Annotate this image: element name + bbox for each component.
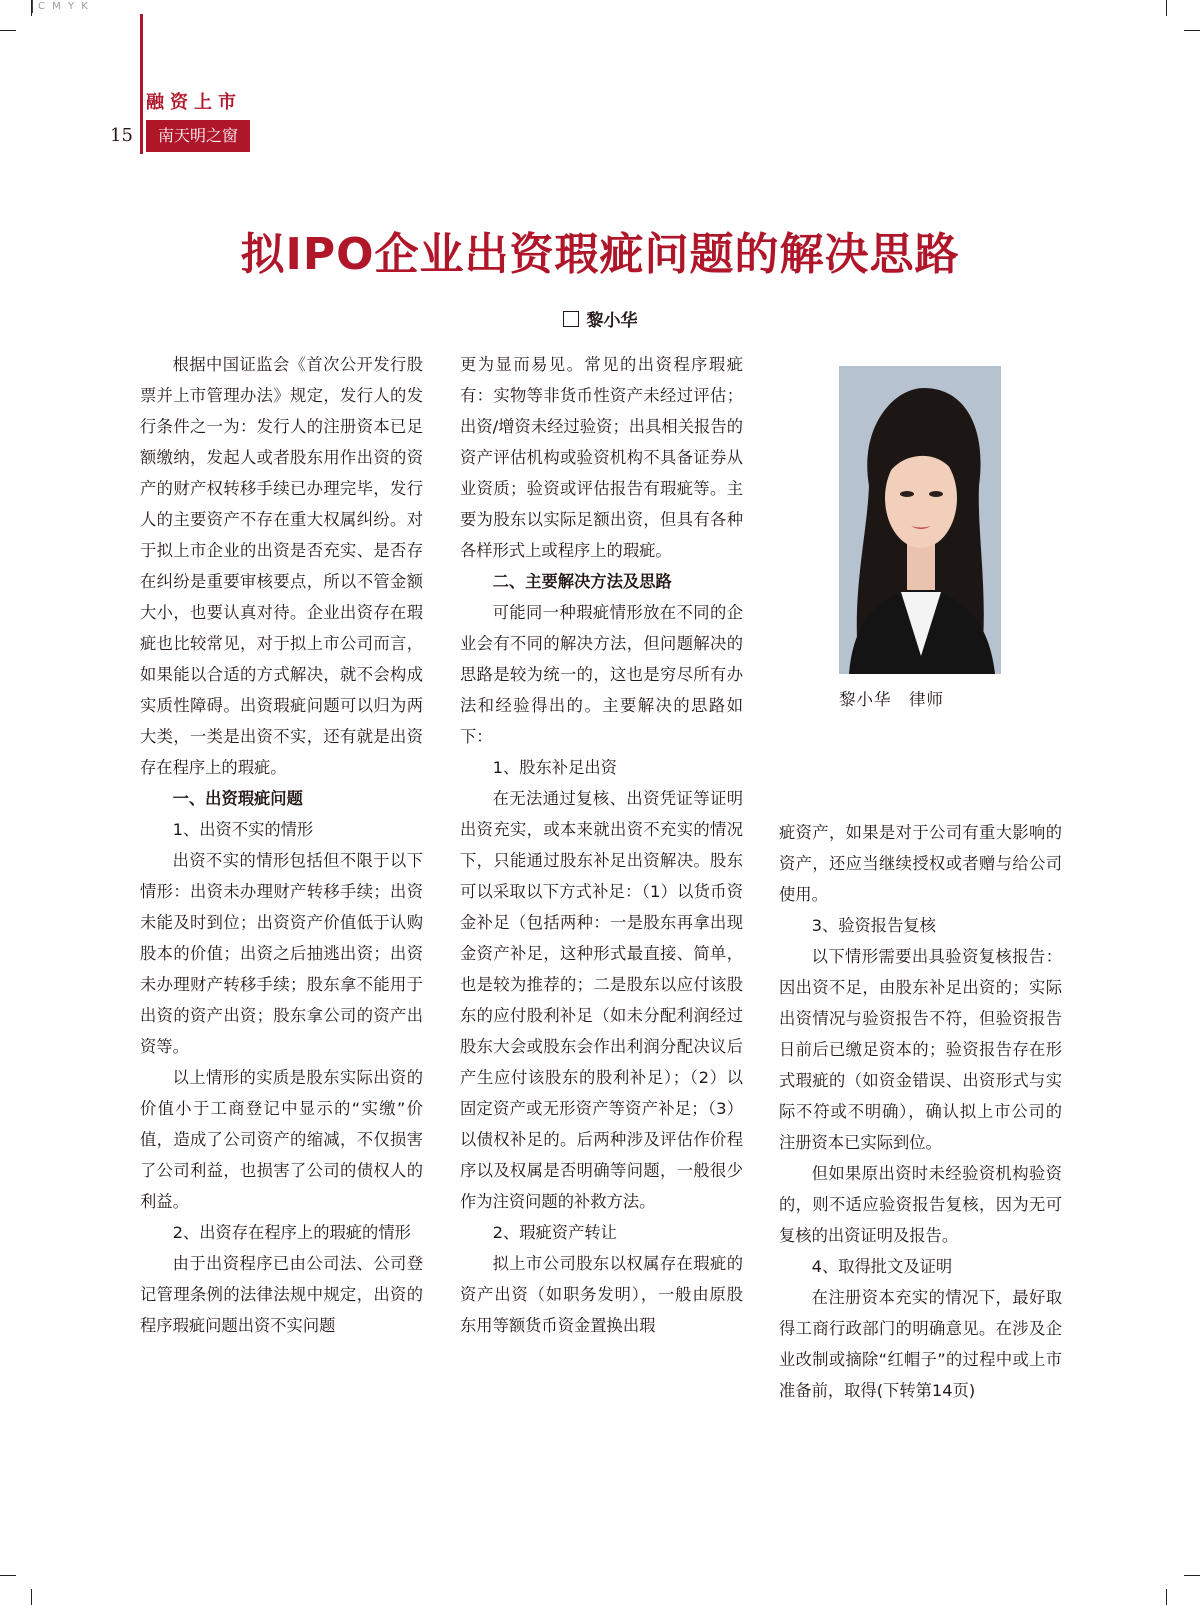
paragraph: 根据中国证监会《首次公开发行股票并上市管理办法》规定，发行人的发行条件之一为：发行人的注册资本已足额缴纳，发起人或者股东用作出资的资产的财产权转移手续已办理完毕，发行人的主要资产不存在重大权属纠纷。对于拟上市企业的出资是否充实、是否存在纠纷是重要审核要点，所以不管金额大小，也要认真对待。企业出资存在瑕疵也比较常见，对于拟上市公司而言，如果能以合适的方式解决，就不会构成实质性障碍。出资瑕疵问题可以归为两大类，一类是出资不实，还有就是出资存在程序上的瑕疵。	[140, 355, 423, 777]
author-photo	[839, 366, 1001, 674]
paragraph: 疵资产，如果是对于公司有重大影响的资产，还应当继续授权或者赠与给公司使用。	[779, 823, 1062, 904]
paragraph: 更为显而易见。常见的出资程序瑕疵有：实物等非货币性资产未经过评估；出资/增资未经过验资；出具相关报告的资产评估机构或验资机构不具备证券从业资质；验资或评估报告有瑕疵等。主要为股东以实际足额出资，但具有各种各样形式上或程序上的瑕疵。	[460, 355, 743, 560]
subheading: 2、瑕疵资产转让	[492, 1223, 617, 1242]
crop-mark	[31, 1589, 32, 1605]
crop-mark	[1184, 30, 1200, 31]
subheading: 1、出资不实的情形	[172, 820, 314, 839]
column-3	[779, 817, 1062, 1406]
crop-mark	[31, 0, 32, 16]
paragraph: 拟上市公司股东以权属存在瑕疵的资产出资（如职务发明），一般由原股东用等额货币资金置换出瑕	[460, 1254, 743, 1335]
page-number: 15	[110, 125, 133, 146]
cmyk-label: C M Y K	[38, 1, 90, 12]
paragraph: 在无法通过复核、出资凭证等证明出资充实，或本来就出资不充实的情况下，只能通过股东补足出资解决。股东可以采取以下方式补足：（1）以货币资金补足（包括两种：一是股东再拿出现金资产补足，这种形式最直接、简单，也是较为推荐的；二是股东以应付该股东的应付股利补足（如未分配利润经过股东大会或股东会作出利润分配决议后产生应付该股东的股利补足）；（2）以固定资产或无形资产等资产补足；（3）以债权补足的。后两种涉及评估作价程序以及权属是否明确等问题，一般很少作为注资问题的补救方法。	[460, 789, 743, 1211]
author-name: 黎小华	[586, 311, 638, 331]
column-2	[460, 349, 743, 1341]
crop-mark	[1166, 1589, 1167, 1605]
subheading: 4、取得批文及证明	[811, 1257, 953, 1276]
paragraph: 出资不实的情形包括但不限于以下情形：出资未办理财产转移手续；出资未能及时到位；出资资产价值低于认购股本的价值；出资之后抽逃出资；出资未办理财产转移手续；股东拿不能用于出资的资产出资；股东拿公司的资产出资等。	[140, 851, 423, 1056]
paragraph: 由于出资程序已由公司法、公司登记管理条例的法律法规中规定，出资的程序瑕疵问题出资不实问题	[140, 1254, 423, 1335]
subheading: 3、验资报告复核	[811, 916, 936, 935]
crop-mark	[0, 1575, 16, 1576]
section-title: 融资上市	[146, 92, 242, 113]
column-1	[140, 349, 423, 1341]
paragraph: 在注册资本充实的情况下，最好取得工商行政部门的明确意见。在涉及企业改制或摘除“红帽子”的过程中或上市准备前，取得(下转第14页)	[779, 1288, 1062, 1400]
article-title: 拟IPO企业出资瑕疵问题的解决思路	[240, 229, 960, 280]
byline-box-icon	[563, 311, 579, 327]
photo-caption: 黎小华 律师	[839, 690, 944, 709]
paragraph: 以下情形需要出具验资复核报告：因出资不足，由股东补足出资的；实际出资情况与验资报告不符，但验资报告日前后已缴足资本的；验资报告存在形式瑕疵的（如资金错误、出资形式与实际不符或不明确），确认拟上市公司的注册资本已实际到位。	[779, 947, 1062, 1152]
column-tag: 南天明之窗	[146, 120, 250, 152]
section-heading: 一、出资瑕疵问题	[172, 789, 303, 808]
paragraph: 可能同一种瑕疵情形放在不同的企业会有不同的解决方法，但问题解决的思路是较为统一的，这也是穷尽所有办法和经验得出的。主要解决的思路如下：	[460, 603, 743, 746]
paragraph: 但如果原出资时未经验资机构验资的，则不适应验资报告复核，因为无可复核的出资证明及报告。	[779, 1164, 1062, 1245]
subheading: 1、股东补足出资	[492, 758, 617, 777]
header-rule	[140, 14, 143, 154]
paragraph: 以上情形的实质是股东实际出资的价值小于工商登记中显示的“实缴”价值，造成了公司资产的缩减，不仅损害了公司利益，也损害了公司的债权人的利益。	[140, 1068, 423, 1211]
byline	[0, 306, 1200, 331]
crop-mark	[1166, 0, 1167, 16]
crop-mark	[0, 30, 16, 31]
subheading: 2、出资存在程序上的瑕疵的情形	[172, 1223, 411, 1242]
crop-mark	[1184, 1575, 1200, 1576]
section-heading: 二、主要解决方法及思路	[492, 572, 672, 591]
